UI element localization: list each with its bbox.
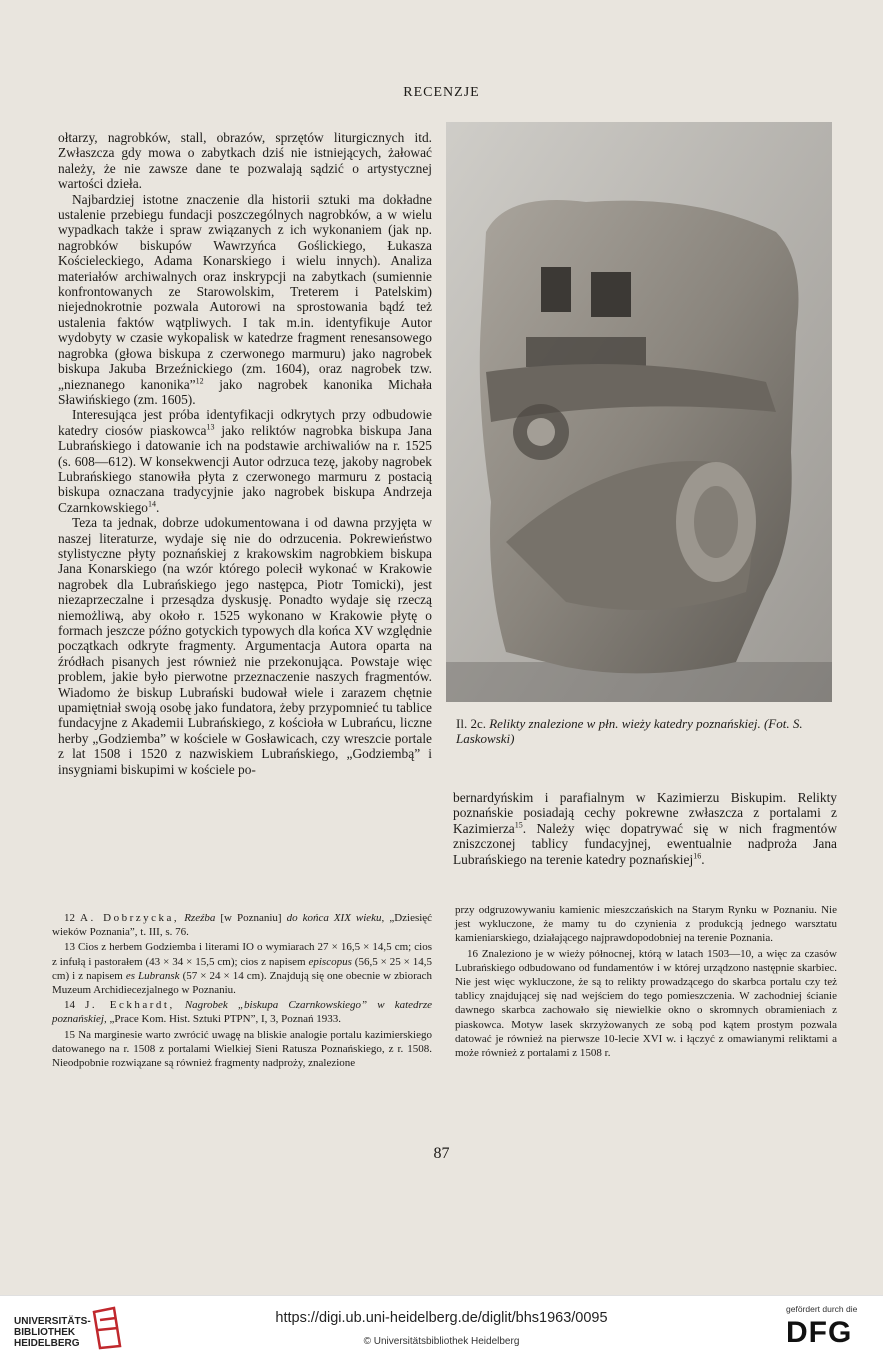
paragraph: Teza ta jednak, dobrze udokumentowana i od dawna przyjęta w naszej literaturze, wydaje się nie do odrzucenia. Pokrewieństwo stylistyczne płyty poznańskiej z krakowskim nagrobkiem biskupa Jana Konarskiego (na wzór którego polecił wykonać w Krakowie nagrobek dla Lubrańskiego jego następca, Piotr Tomicki), jest niezaprzeczalne i przesądza dyskusję. Ponadto wydaje się rzeczą niemożliwą, aby około r. 1525 wykonano w Krakowie płytę o formach jeszcze późno gotyckich typowych dla końca XV względnie początkach odkryte fragmenty. Argumentacja Autora oparta na źródłach pisanych jest również nie przekonująca. Powstaje więc problem, jakie było pierwotne przeznaczenie naszych fragmentów. Wiadomo że biskup Lubrański budował wiele i zarazem chętnie upamiętniał swoją osobę jako fundatora, żeby przypomnieć tu tablice fundacyjne z Akademii Lubrańskiego, z kościoła w Lubrańcu, liczne herby „Godziemba” w kościele w Gosławicach, czy wreszcie portale z lat 1508 i 1520 z nazwiskiem Lubrańskiego, „Godziembą” i insygniami biskupimi w kościele po- xyxy=(58,515,432,777)
relief-photograph xyxy=(446,122,832,702)
paragraph: Najbardziej istotne znaczenie dla historii sztuki ma dokładne ustalenie przebiegu fundacji poszczególnych nagrobków, a w wielu wypadkach także i spraw związanych z ich wykonaniem (jak np. nagrobków biskupów Wawrzyńca Goślickiego, Łukasza Kościeleckiego, Adama Konarskiego i wielu innych). Analiza materiałów archiwalnych oraz inskrypcji na zabytkach (sumiennie konfrontowanych ze Starowolskim, Treterem i Patelskim) niejednokrotnie pozwala Autorowi na sprostowania bądź też ustalenia faktów wątpliwych. I tak m.in. identyfikuje Autor wydobyty w czasie wykopalisk w katedrze fragment renesansowego nagrobka (głowa biskupa z czerwonego marmuru) jako nagrobek biskupa Jakuba Brzeźnickiego (zm. 1604), oraz nagrobek tzw. „nieznanego kanonika”$^{12}$ jako nagrobek kanonika Michała Sławińskiego (zm. 1605). xyxy=(58,191,432,407)
figure-caption-text: Relikty znalezione w płn. wieży katedry poznańskiej. (Fot. S. Laskowski) xyxy=(456,716,803,746)
paragraph: Interesująca jest próba identyfikacji odkrytych przy odbudowie katedry ciosów piaskowca$^{13}$ jako reliktów nagrobka biskupa Jana Lubrańskiego i datowanie ich na podstawie archiwaliów na r. 1525 (s. 608—612). W konsekwencji Autor odrzuca tezę, jakoby nagrobek Lubrańskiego stanowiła płyta z czerwonego marmuru z postacią biskupa oznaczana tradycyjnie jako nagrobek biskupa Andrzeja Czarnkowskiego$^{14}$. xyxy=(58,407,432,515)
footnote-16: 16 Znaleziono je w wieży północnej, którą w latach 1503—10, a więc za czasów Lubrańskiego odbudowano od fundamentów i w której urządzono następnie skarbiec. Nie jest więc wykluczone, że są to relikty prowadzącego do skarbca portalu czy też tablicy znajdującej się nad wejściem do tego pomieszczenia. W zachodniej ścianie dawnego skarbca zachowało się niewielkie okno o skromnych obramieniach z piaskowca. Motyw lasek skrzyżowanych ze sobą pod kątem prostym pozwala datować je również na pierwsze 10-lecie XVI w. i łączyć z omawianymi reliktami a może również z portalami z 1508 r. xyxy=(455,947,837,1060)
footnote-13: 13 Cios z herbem Godziemba i literami IO o wymiarach 27 × 16,5 × 14,5 cm; cios z infułą i pastorałem (43 × 34 × 15,5 cm); cios z napisem episcopus (56,5 × 25 × 14,5 cm) i z napisem es Lubransk (57 × 24 × 14 cm). Znajdują się one obecnie w zbiorach Muzeum Archidiecezjalnego w Poznaniu. xyxy=(52,941,433,997)
page-number: 87 xyxy=(433,1145,450,1162)
dfg-logo[interactable]: DFG xyxy=(786,1316,853,1349)
main-text-right-column: bernardyńskim i parafialnym w Kazimierzu Biskupim. Relikty poznańskie posiadają cechy pokrewne zwłaszcza z portalami z Kazimierza$^{15}$. Należy więc dopatrywać się w nich fragmentów zniszczonej tablicy fundacyjnej, ewentualnie nadproża Jana Lubrańskiego na terenie katedry poznańskiej$^{16}$. xyxy=(453,790,837,867)
main-text-left-column xyxy=(58,130,432,777)
viewer-footer xyxy=(0,1295,883,1359)
footnotes-left xyxy=(52,911,432,1071)
footnote-15-continued: przy odgruzowywaniu kamienic mieszczańskich na Starym Rynku w Poznaniu. Nie jest wykluczone, że mamy tu do czynienia z produkcją jednego warsztatu kamieniarskiego, działającego najprawdopodobniej na terenie Poznania. xyxy=(455,904,837,945)
figure-label: Il. 2c. xyxy=(456,716,486,731)
stone-relief-image xyxy=(446,122,832,702)
footnotes-right xyxy=(455,903,837,1061)
permalink-url[interactable]: https://digi.ub.uni-heidelberg.de/diglit/bhs1963/0095 xyxy=(275,1310,608,1326)
copyright-notice: © Universitätsbibliothek Heidelberg xyxy=(363,1336,520,1347)
footnote-15: 15 Na marginesie warto zwrócić uwagę na bliskie analogie portalu kazimierskiego datowanego na r. 1508 z portalami Wielkiej Sieni Ratusza Poznańskiego, z r. 1508. Nieodpobnie rozwiązane są również fragmenty nadproży, znalezione xyxy=(52,1028,432,1070)
page-header: RECENZJE xyxy=(403,85,480,100)
paragraph: ołtarzy, nagrobków, stall, obrazów, sprzętów liturgicznych itd. Zwłaszcza gdy mowa o zabytkach dziś nie istniejących, żałować należy, że nie zawsze dane te pozwalają sądzić o artystycznej wartości dzieła. xyxy=(58,130,432,192)
footnote-14: 14 J. Eckhardt, Nagrobek „biskupa Czarnkowskiego” w katedrze poznańskiej, „Prace Kom. Hist. Sztuki PTPN”, I, 3, Poznań 1933. xyxy=(52,999,432,1026)
figure-caption xyxy=(456,716,836,746)
library-logo-text[interactable]: UNIVERSITÄTS- BIBLIOTHEK HEIDELBERG xyxy=(14,1316,91,1349)
funding-note: gefördert durch die xyxy=(786,1304,858,1314)
footnote-12: 12 A. Dobrzycka, Rzeźba [w Poznaniu] do końca XIX wieku, „Dziesięć wieków Poznania”, t. III, s. 76. xyxy=(52,912,433,939)
